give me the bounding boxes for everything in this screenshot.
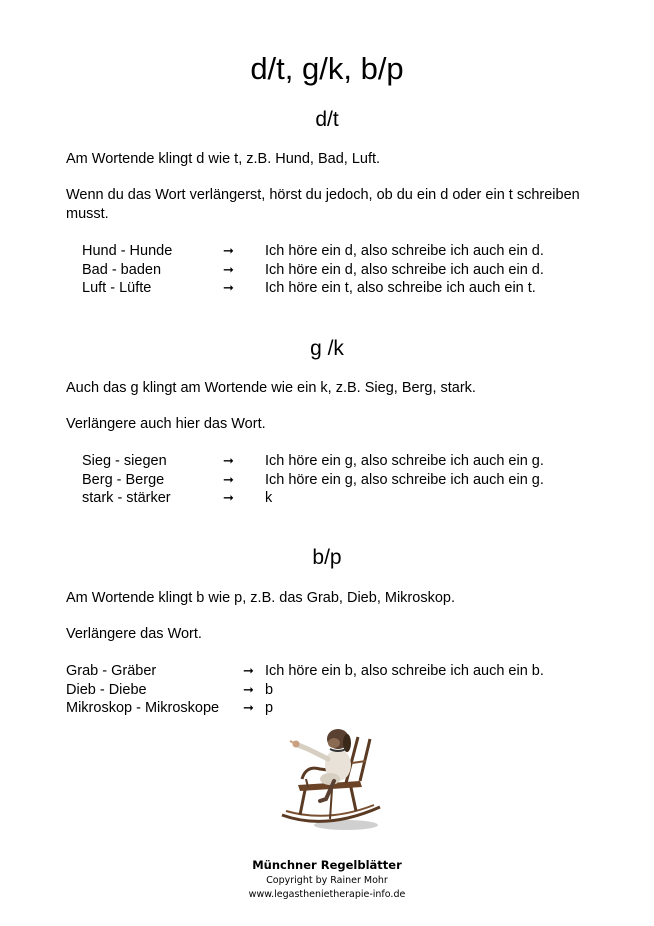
example-row <box>0 452 654 470</box>
example-row <box>0 471 654 489</box>
section-heading-bp: b/p <box>312 546 342 569</box>
section-bp-rule: Am Wortende klingt b wie p, z.B. das Grab, Dieb, Mikroskop. <box>66 590 455 606</box>
example-result: Ich höre ein d, also schreibe ich auch ein d. <box>265 243 544 259</box>
example-words: Sieg - siegen <box>82 453 167 469</box>
example-words: Grab - Gräber <box>66 663 157 679</box>
arrow-icon: ➞ <box>223 262 234 277</box>
example-words: Berg - Berge <box>82 472 165 488</box>
example-row <box>0 242 654 260</box>
example-row <box>0 279 654 297</box>
dog-in-rocking-chair-icon <box>276 719 386 831</box>
example-result: b <box>265 682 274 698</box>
example-result: Ich höre ein b, also schreibe ich auch ein b. <box>265 663 544 679</box>
example-result: Ich höre ein d, also schreibe ich auch ein d. <box>265 262 544 278</box>
example-words: Mikroskop - Mikroskope <box>66 700 220 716</box>
example-words: Bad - baden <box>82 262 162 278</box>
example-result: Ich höre ein g, also schreibe ich auch ein g. <box>265 453 544 469</box>
example-words: Dieb - Diebe <box>66 682 147 698</box>
arrow-icon: ➞ <box>223 490 234 505</box>
example-row <box>0 699 654 717</box>
section-heading-gk: g /k <box>310 337 344 360</box>
example-result: Ich höre ein t, also schreibe ich auch ein t. <box>265 280 536 296</box>
section-gk-rule: Auch das g klingt am Wortende wie ein k, z.B. Sieg, Berg, stark. <box>66 380 476 396</box>
example-result: p <box>265 700 274 716</box>
footer-copyright: Copyright by Rainer Mohr <box>266 875 388 886</box>
section-gk-hint: Verlängere auch hier das Wort. <box>66 416 266 432</box>
arrow-icon: ➞ <box>223 472 234 487</box>
section-dt-hint: Wenn du das Wort verlängerst, hörst du jedoch, ob du ein d oder ein t schreiben musst. <box>66 187 580 222</box>
arrow-icon: ➞ <box>223 453 234 468</box>
section-bp-hint: Verlängere das Wort. <box>66 626 202 642</box>
example-row <box>0 681 654 699</box>
footer-website: www.legasthenietherapie-info.de <box>248 889 406 900</box>
example-result: Ich höre ein g, also schreibe ich auch ein g. <box>265 472 544 488</box>
arrow-icon: ➞ <box>243 682 254 697</box>
arrow-icon: ➞ <box>243 663 254 678</box>
example-row <box>0 489 654 507</box>
example-row <box>0 261 654 279</box>
section-dt-rule: Am Wortende klingt d wie t, z.B. Hund, Bad, Luft. <box>66 151 381 167</box>
example-words: Luft - Lüfte <box>82 280 152 296</box>
arrow-icon: ➞ <box>243 700 254 715</box>
example-words: stark - stärker <box>82 490 171 506</box>
footer-name: Münchner Regelblätter <box>252 858 402 872</box>
page-title: d/t, g/k, b/p <box>250 51 404 86</box>
example-result: k <box>265 490 273 506</box>
arrow-icon: ➞ <box>223 243 234 258</box>
example-words: Hund - Hunde <box>82 243 173 259</box>
example-row <box>0 662 654 680</box>
arrow-icon: ➞ <box>223 280 234 295</box>
section-heading-dt: d/t <box>315 108 339 131</box>
